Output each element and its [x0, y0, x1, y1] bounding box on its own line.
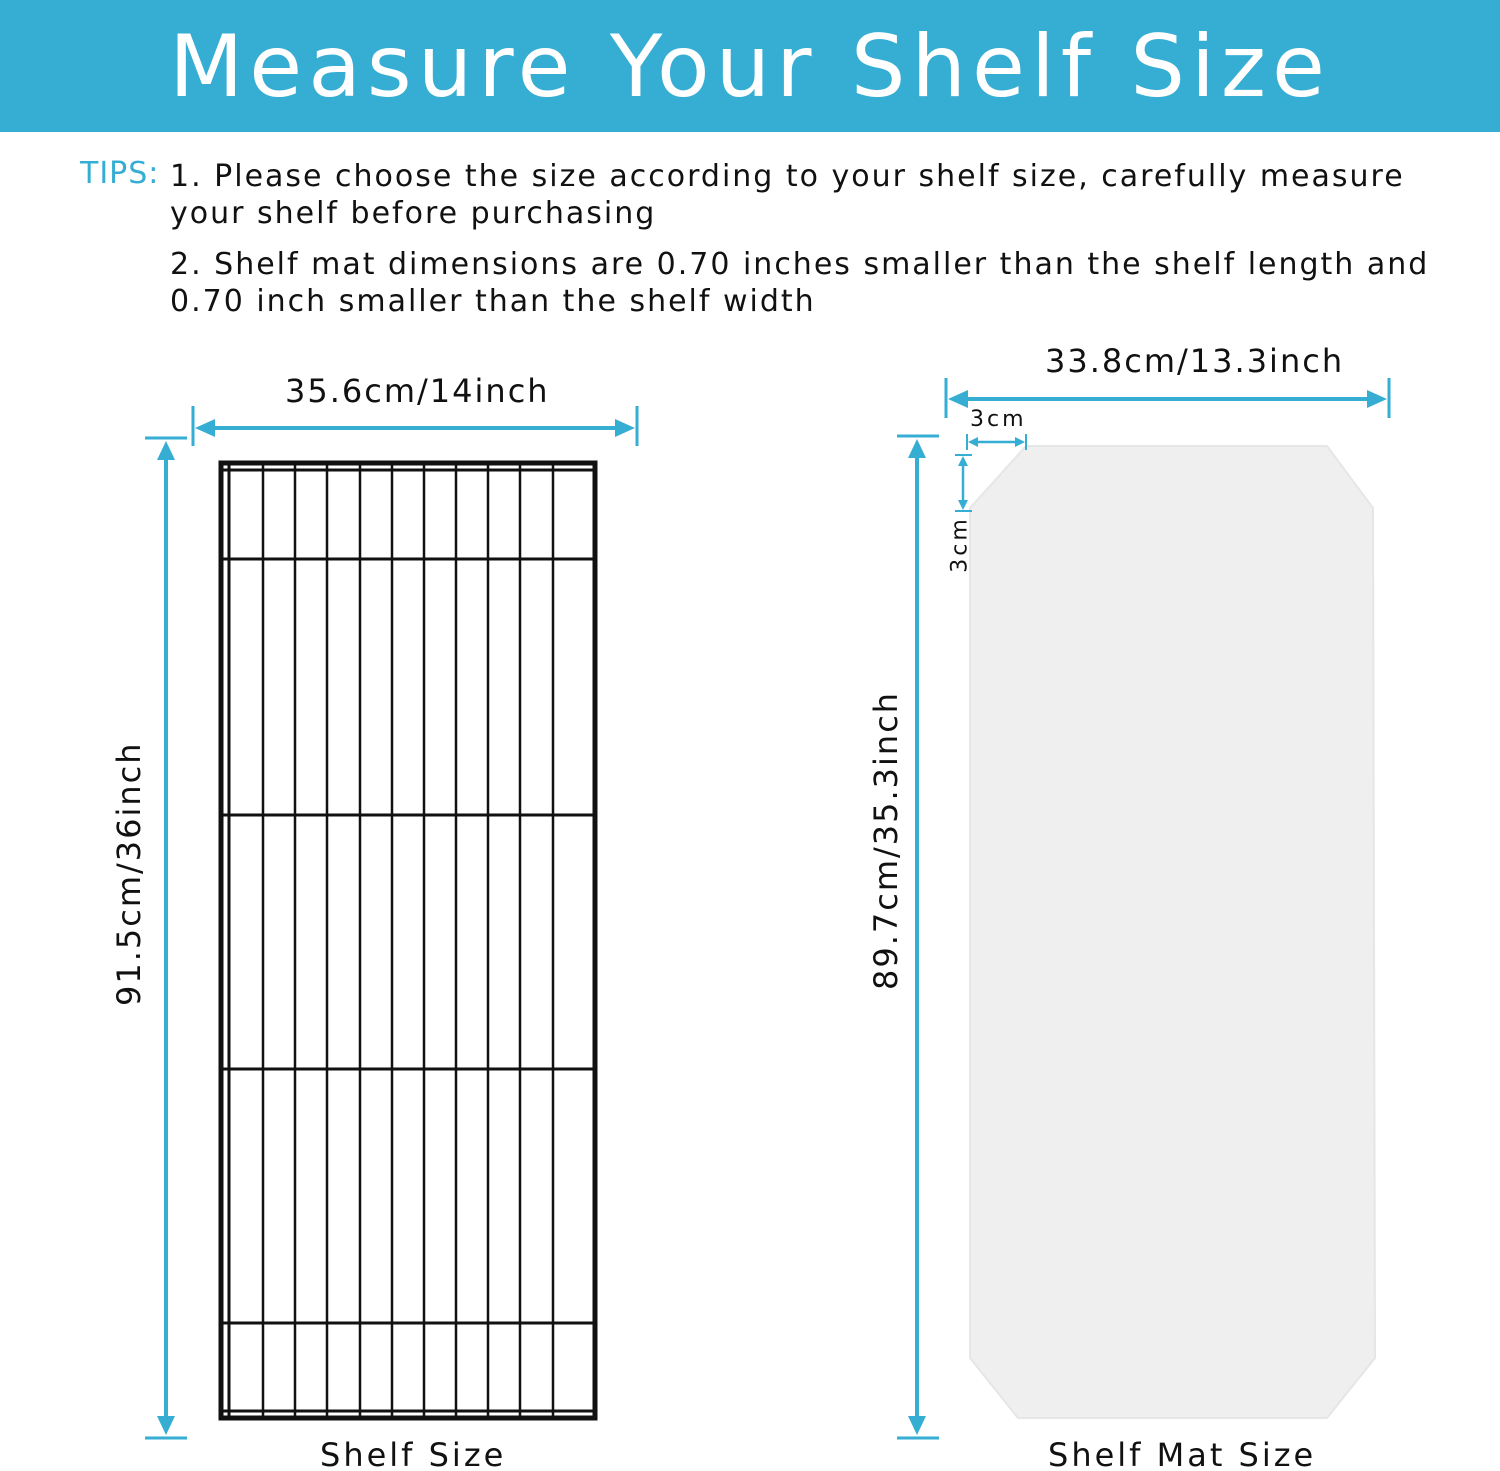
mat-width-label: 33.8cm/13.3inch	[1045, 342, 1345, 380]
shelf-mat	[970, 446, 1375, 1418]
corner-horizontal-dimension	[967, 434, 1026, 450]
tip-2: 2. Shelf mat dimensions are 0.70 inches smaller than the shelf length and 0.70 inch smaller than the shelf width	[170, 247, 1430, 319]
corner-horizontal-label: 3cm	[970, 407, 1027, 432]
corner-vertical-label: 3cm	[947, 516, 973, 573]
tips-label: TIPS:	[80, 156, 160, 191]
shelf-height-label: 91.5cm/36inch	[110, 741, 148, 1006]
wire-shelf	[221, 463, 595, 1418]
page-title: Measure Your Shelf Size	[169, 17, 1331, 117]
shelf-height-dimension	[145, 438, 187, 1438]
shelf-width-dimension	[193, 406, 637, 446]
shelf-caption: Shelf Size	[320, 1436, 507, 1471]
wire-shelf-frame	[221, 463, 595, 1418]
corner-vertical-dimension	[955, 455, 972, 511]
tip-1: 1. Please choose the size according to your shelf size, carefully measure your shelf before purchasing	[170, 159, 1405, 231]
shelf-width-label: 35.6cm/14inch	[285, 372, 550, 410]
mat-caption: Shelf Mat Size	[1048, 1436, 1317, 1471]
mat-height-label: 89.7cm/35.3inch	[867, 690, 905, 990]
